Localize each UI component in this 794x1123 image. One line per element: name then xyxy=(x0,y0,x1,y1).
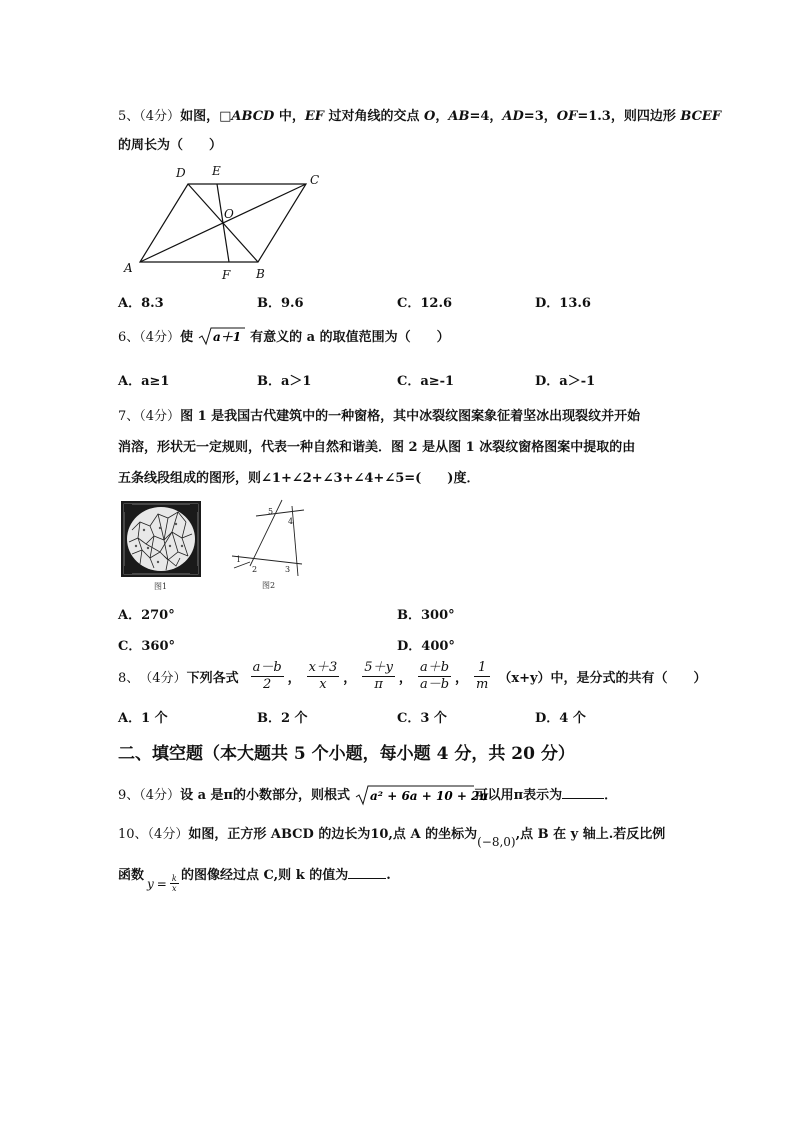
q9-number: 9、 xyxy=(118,788,140,803)
q6-text: 有意义的 a 的取值范围为（ ） xyxy=(245,330,450,345)
q8-fraction-5 xyxy=(474,660,490,693)
q7-option-d[interactable]: D．400° xyxy=(397,639,455,654)
q10-end: . xyxy=(386,868,391,883)
angle-label-2: 2 xyxy=(252,565,258,574)
func-y: y xyxy=(147,876,154,891)
segment-2 xyxy=(232,556,302,564)
q5-number: 5、 xyxy=(118,109,140,124)
q9-answer-blank[interactable] xyxy=(562,786,604,799)
fig1-caption: 图1 xyxy=(154,582,168,591)
q7-figure2-pentagon xyxy=(222,496,308,592)
fraction-numerator: k xyxy=(171,874,177,883)
q6-score: （4分） xyxy=(139,330,181,345)
fraction-denominator: 2 xyxy=(262,677,272,692)
q6-text: 使 xyxy=(180,330,194,345)
q5-text: =4， xyxy=(469,109,503,124)
q6-sqrt xyxy=(198,326,246,346)
q6-option-d[interactable]: D．a＞-1 xyxy=(535,374,596,389)
func-fraction xyxy=(170,874,179,893)
q8-option-c[interactable]: C．3 个 xyxy=(397,711,447,726)
q10-coordinate: (−8,0) xyxy=(477,835,516,849)
q5-of: OF xyxy=(556,109,578,124)
q7-option-b[interactable]: B．300° xyxy=(397,608,455,623)
q5-option-c[interactable]: C．12.6 xyxy=(397,296,453,311)
q9-text: 设 a 是π的小数部分，则根式 xyxy=(180,788,351,803)
q5-option-d[interactable]: D．13.6 xyxy=(535,296,591,311)
segment-1 xyxy=(250,500,282,566)
q5-option-b[interactable]: B．9.6 xyxy=(257,296,304,311)
q5-option-a[interactable]: A．8.3 xyxy=(118,296,164,311)
segment-4 xyxy=(256,510,304,516)
fraction-numerator: x＋3 xyxy=(308,660,338,675)
q5-text: ， xyxy=(435,109,449,124)
q10-answer-blank[interactable] xyxy=(348,866,386,879)
q10-text: 函数 xyxy=(118,868,145,883)
angle-label-5: 5 xyxy=(268,507,274,516)
q5-text: 如图， xyxy=(180,109,220,124)
q7-figure1-window xyxy=(120,500,202,592)
q8-number: 8、 xyxy=(118,671,140,686)
q8-option-d[interactable]: D．4 个 xyxy=(535,711,586,726)
q6-number: 6、 xyxy=(118,330,140,345)
label-e: E xyxy=(212,164,221,178)
q5-o: O xyxy=(424,109,436,124)
q9-end: ． xyxy=(604,788,618,803)
separator: ， xyxy=(287,671,301,686)
q7-option-c[interactable]: C．360° xyxy=(118,639,175,654)
q8-fraction-4 xyxy=(418,660,451,693)
q6-radicand: a＋1 xyxy=(212,329,241,344)
q5-ef: EF xyxy=(304,109,324,124)
q10-function xyxy=(147,874,179,893)
q10-text: 如图，正方形 ABCD 的边长为10,点 A 的坐标为 xyxy=(188,827,478,842)
q6-stem xyxy=(118,326,450,348)
fraction-denominator: π xyxy=(374,677,383,692)
q9-sqrt xyxy=(355,784,488,806)
q10-text: 的图像经过点 C,则 k 的值为 xyxy=(181,868,349,883)
separator: ， xyxy=(455,671,469,686)
q5-abcd: ABCD xyxy=(231,109,275,124)
q8-text: （x+y）中，是分式的共有（ ） xyxy=(498,671,707,686)
label-o: O xyxy=(224,207,234,221)
q9-stem xyxy=(118,784,617,807)
q5-ab: AB xyxy=(448,109,470,124)
angle-label-1: 1 xyxy=(236,555,242,564)
q5-bcef: BCEF xyxy=(680,109,722,124)
q7-line3: 五条线段组成的图形，则∠1+∠2+∠3+∠4+∠5=( )度． xyxy=(118,471,480,486)
label-c: C xyxy=(310,173,320,187)
q8-fraction-1 xyxy=(251,660,284,693)
q8-text: 下列各式 xyxy=(186,671,239,686)
separator: ， xyxy=(343,671,357,686)
q7-option-a[interactable]: A．270° xyxy=(118,608,175,623)
q5-ad: AD xyxy=(502,109,524,124)
angle-label-4: 4 xyxy=(288,517,294,526)
separator: ， xyxy=(398,671,412,686)
q10-score: （4分） xyxy=(147,827,189,842)
q9-score: （4分） xyxy=(139,788,181,803)
q5-score: （4分） xyxy=(139,109,181,124)
q10-text: ,点 B 在 y 轴上.若反比例 xyxy=(515,827,666,842)
label-f: F xyxy=(222,268,231,282)
q7-score: （4分） xyxy=(139,409,181,424)
fraction-numerator: a－b xyxy=(252,660,282,675)
section-2-heading: 二、填空题（本大题共 5 个小题，每小题 4 分，共 20 分） xyxy=(118,744,575,764)
label-b: B xyxy=(256,267,265,281)
segment-ef xyxy=(217,184,229,262)
q9-text: 可以用π表示为 xyxy=(474,788,563,803)
q5-text: =3， xyxy=(523,109,557,124)
label-d: D xyxy=(176,166,186,180)
q8-stem xyxy=(118,660,707,693)
fraction-numerator: 1 xyxy=(474,660,490,677)
q7-number: 7、 xyxy=(118,409,140,424)
fraction-denominator: x xyxy=(172,884,177,893)
q7-line2: 消溶，形状无一定规则，代表一种自然和谐美．图 2 是从图 1 冰裂纹窗格图案中提取的由 xyxy=(118,440,636,455)
q8-fraction-2 xyxy=(307,660,340,693)
q9-radicand: a² + 6a + 10 + 2π xyxy=(369,788,488,803)
fraction-numerator: 5＋y xyxy=(364,660,393,675)
q6-option-b[interactable]: B．a＞1 xyxy=(257,374,312,389)
q5-text: 中， xyxy=(274,109,305,124)
q8-score: （4分） xyxy=(139,671,187,686)
q6-option-a[interactable]: A．a≥1 xyxy=(118,374,170,389)
q6-option-c[interactable]: C．a≥-1 xyxy=(397,374,455,389)
q5-line2: 的周长为（ ） xyxy=(118,138,223,153)
q10-number: 10、 xyxy=(118,827,148,842)
fig2-caption: 图2 xyxy=(262,581,276,590)
q5-figure-parallelogram xyxy=(118,160,338,285)
q8-option-b[interactable]: B．2 个 xyxy=(257,711,308,726)
q5-text: 过对角线的交点 xyxy=(323,109,425,124)
fraction-numerator: a＋b xyxy=(419,660,450,675)
q10-line1 xyxy=(118,823,666,849)
q8-fraction-3 xyxy=(362,660,395,693)
q5-text: =1.3，则四边形 xyxy=(577,109,681,124)
angle-label-3: 3 xyxy=(285,565,291,574)
parallelogram-symbol: □ xyxy=(219,109,232,124)
q7-text: 图 1 是我国古代建筑中的一种窗格，其中冰裂纹图案象征着坚冰出现裂纹并开始 xyxy=(180,409,641,424)
q8-option-a[interactable]: A．1 个 xyxy=(118,711,168,726)
fraction-denominator: a－b xyxy=(419,677,450,692)
q10-line2-rest xyxy=(181,864,391,883)
fraction-denominator: m xyxy=(476,677,489,692)
fraction-denominator: x xyxy=(319,677,327,692)
q5-line1 xyxy=(118,105,721,124)
q10-line2 xyxy=(118,864,144,883)
func-eq: = xyxy=(156,876,167,891)
q7-line1 xyxy=(118,405,640,424)
label-a: A xyxy=(124,261,133,275)
